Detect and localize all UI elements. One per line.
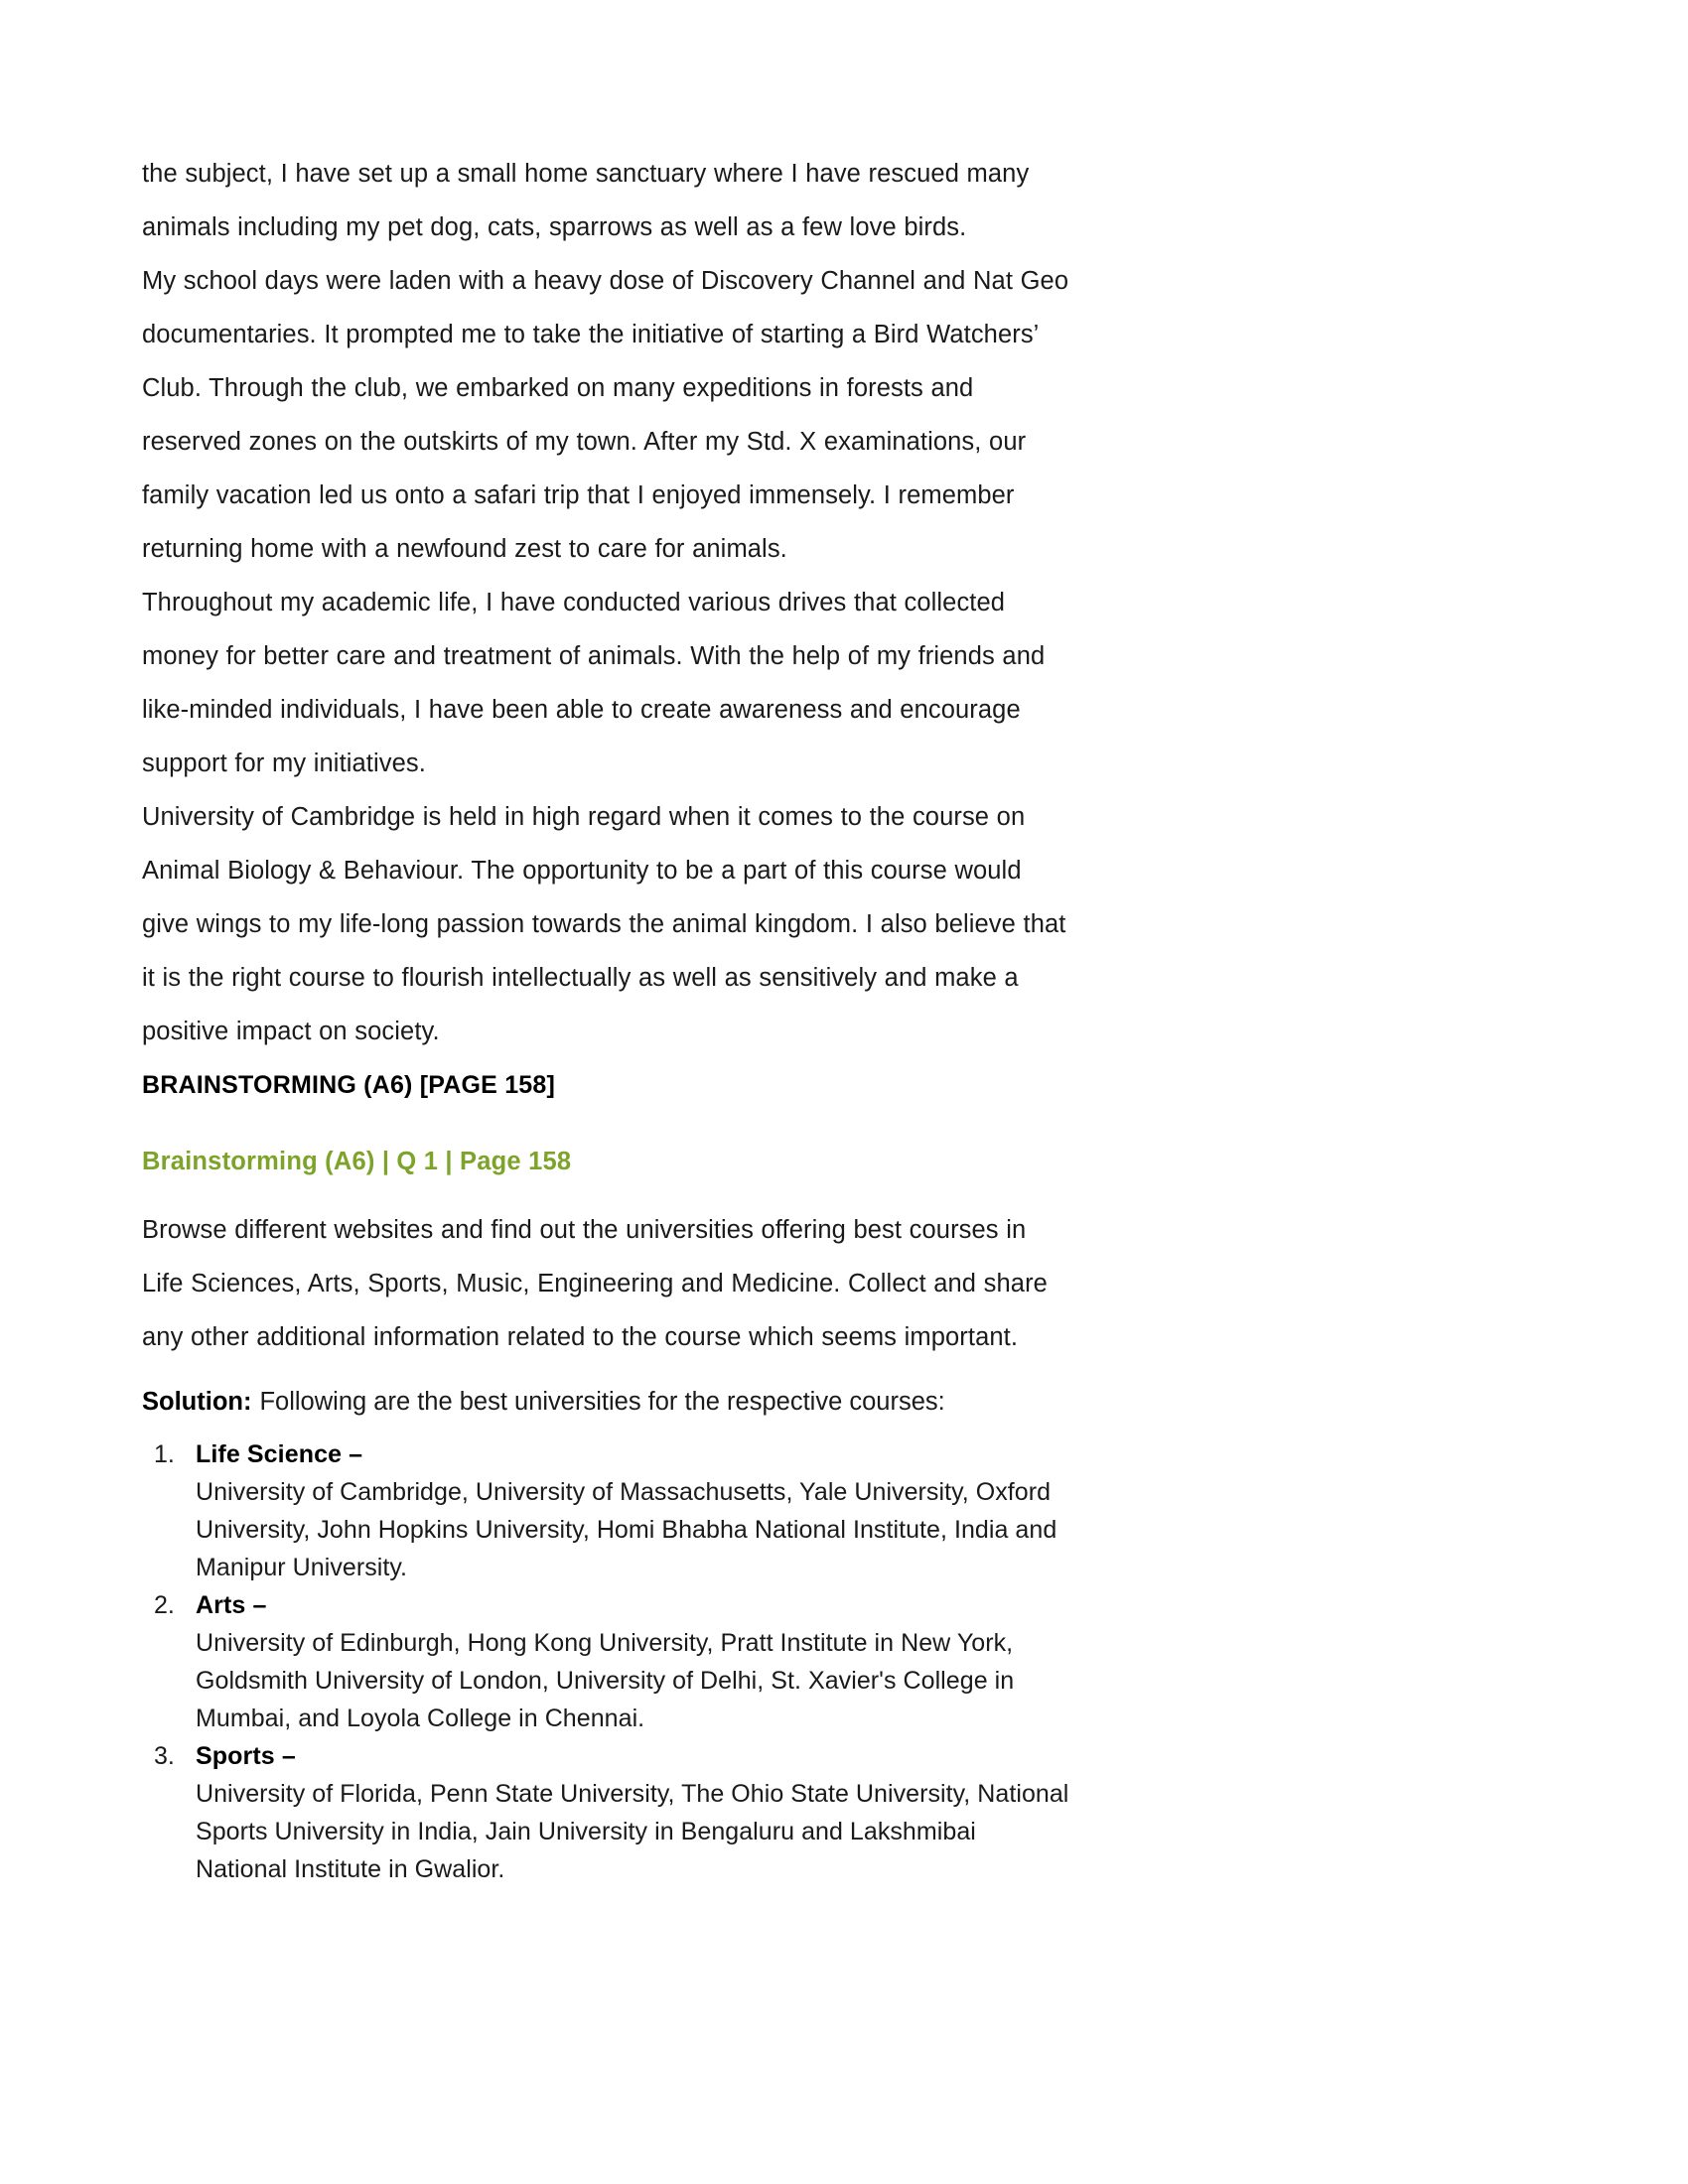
list-item-body: University of Cambridge, University of Massachusetts, Yale University, Oxford University, John Hopkins University, Homi Bhabha National Institute, India and Manipur University. <box>196 1478 1057 1581</box>
solution-line <box>142 1380 1070 1424</box>
question-text: Browse different websites and find out the universities offering best courses in Life Sciences, Arts, Sports, Music, Engineering and Medicine. Collect and share any other additional information related to the course which seems important. <box>142 1216 1048 1351</box>
list-item-body: University of Florida, Penn State University, The Ohio State University, National Sports University in India, Jain University in Bengaluru and Lakshmibai National Institute in Gwalior. <box>196 1780 1069 1883</box>
list-item-title: Arts – <box>196 1591 267 1619</box>
list-item <box>196 1586 1070 1737</box>
list-item-title: Sports – <box>196 1742 296 1770</box>
paragraph-1: the subject, I have set up a small home sanctuary where I have rescued many animals including my pet dog, cats, sparrows as well as a few love birds. <box>142 160 1030 241</box>
paragraph-3: Throughout my academic life, I have conducted various drives that collected money for better care and treatment of animals. With the help of my friends and like-minded individuals, I have been able to create awareness and encourage support for my initiatives. <box>142 589 1046 777</box>
section-heading: BRAINSTORMING (A6) [PAGE 158] <box>142 1071 556 1099</box>
list-item <box>196 1737 1070 1888</box>
list-item-body: University of Edinburgh, Hong Kong University, Pratt Institute in New York, Goldsmith University of London, University of Delhi, St. Xavier's College in Mumbai, and Loyola College in Chennai. <box>196 1629 1015 1732</box>
solution-label: Solution: <box>142 1388 252 1416</box>
solution-text: Following are the best universities for the respective courses: <box>259 1388 945 1416</box>
green-subheading: Brainstorming (A6) | Q 1 | Page 158 <box>142 1148 572 1175</box>
document-content <box>142 147 1070 1888</box>
list-item-title: Life Science – <box>196 1440 363 1468</box>
list-item <box>196 1435 1070 1586</box>
paragraph-2: My school days were laden with a heavy dose of Discovery Channel and Nat Geo documentaries. It prompted me to take the initiative of starting a Bird Watchers’ Club. Through the club, we embarked on many expeditions in forests and reserved zones on the outskirts of my town. After my Std. X examinations, our family vacation led us onto a safari trip that I enjoyed immensely. I remember returning home with a newfound zest to care for animals. <box>142 267 1069 563</box>
answer-list <box>142 1435 1070 1888</box>
paragraph-4: University of Cambridge is held in high regard when it comes to the course on Animal Biology & Behaviour. The opportunity to be a part of this course would give wings to my life-long passion towards the animal kingdom. I also believe that it is the right course to flourish intellectually as well as sensitively and make a positive impact on society. <box>142 803 1066 1045</box>
